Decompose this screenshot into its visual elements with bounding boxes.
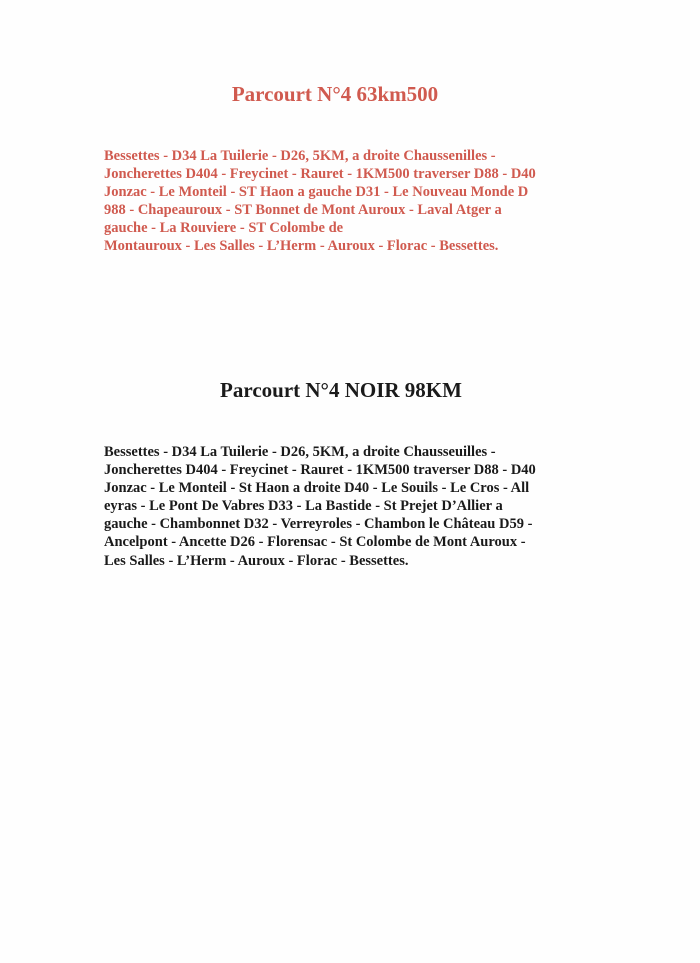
route-line: Montauroux - Les Salles - L’Herm - Auroux - Florac - Bessettes. — [104, 238, 499, 255]
route-description-black — [104, 443, 536, 570]
route-description-red — [104, 147, 536, 256]
route-title-black: Parcourt N°4 NOIR 98KM — [220, 378, 462, 402]
route-line: Bessettes - D34 La Tuilerie - D26, 5KM, a droite Chaussenilles - — [104, 148, 496, 164]
route-line: Jonzac - Le Monteil - St Haon a droite D40 - Le Souils - Le Cros - All — [104, 480, 530, 497]
route-line: 988 - Chapeauroux - ST Bonnet de Mont Auroux - Laval Atger a — [104, 202, 502, 219]
route-title-red: Parcourt N°4 63km500 — [231, 82, 439, 106]
route-line: Ancelpont - Ancette D26 - Florensac - St Colombe de Mont Auroux - — [104, 534, 526, 551]
route-line: Bessettes - D34 La Tuilerie - D26, 5KM, a droite Chausseuilles - — [104, 444, 496, 460]
route-line: gauche - La Rouviere - ST Colombe de — [104, 220, 344, 237]
route-line: Joncherettes D404 - Freycinet - Rauret - 1KM500 traverser D88 - D40 — [104, 462, 536, 479]
route-line: Jonzac - Le Monteil - ST Haon a gauche D31 - Le Nouveau Monde D — [104, 184, 529, 201]
route-line: gauche - Chambonnet D32 - Verreyroles - Chambon le Château D59 - — [104, 516, 533, 533]
route-line: eyras - Le Pont De Vabres D33 - La Bastide - St Prejet D’Allier a — [104, 498, 503, 515]
route-line: Joncherettes D404 - Freycinet - Rauret - 1KM500 traverser D88 - D40 — [104, 166, 536, 183]
route-line: Les Salles - L’Herm - Auroux - Florac - Bessettes. — [104, 552, 409, 569]
